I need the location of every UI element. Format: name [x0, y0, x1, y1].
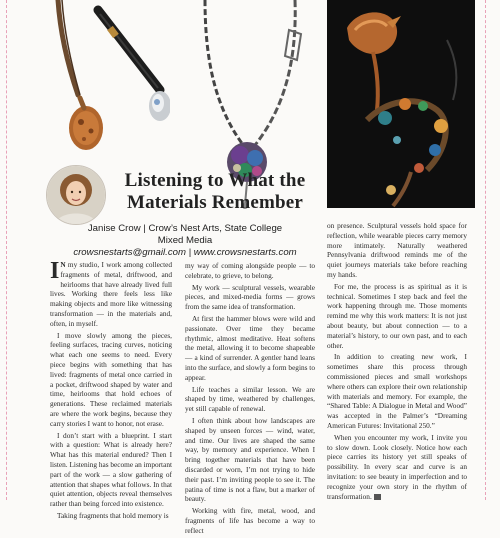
article-column-3: [327, 221, 467, 503]
paragraph: [50, 260, 172, 329]
paragraph: Life teaches a similar lesson. We are shaped by time, weathered by challenges, yet still capable of renewal.: [185, 384, 315, 414]
paragraph: My work — sculptural vessels, wearable pieces, and mixed-media forms — grows from the same idea of transformation.: [185, 282, 315, 312]
paragraph: I often think about how landscapes are shaped by unseen forces — wind, water, and time. Our lives are shaped the same way, by memory and experience. When I bring together materials that have been discarded or worn, I’m not trying to hide their past. I’m inviting people to see it. The patina of time is not a flaw, but a marker of beauty.: [185, 415, 315, 504]
paragraph-text: my studio, I work among collected fragments of metal, driftwood, and heirlooms that have already lived full lives. Working there feels less like making objects and more like witnessing transformation — in the materials and, often, in myself.: [50, 260, 172, 328]
contact-links: crowsnestarts@gmail.com | www.crowsnestarts.com: [73, 247, 297, 258]
end-mark-icon: [374, 494, 381, 500]
bird-sculpture-photo: [327, 0, 475, 208]
lead-letter: N: [60, 260, 66, 269]
paragraph: I don’t start with a blueprint. I start with a question: What is already here? What has this material endured? Then I listen. Listening has become an important part of the work — a slow gathering of attention that shapes what follows. In that quiet attention, objects reveal themselves rather than being forced into existence.: [50, 430, 172, 509]
article-title: Listening to What the Materials Remember: [124, 170, 306, 213]
paragraph: For me, the process is as spiritual as it is technical. Sometimes I step back and feel the work happening through me. Those moments remind me why this work matters: It is not just about beauty, but about connection — to a material’s history, to our own past, and to each other.: [327, 281, 467, 350]
paragraph: my way of coming alongside people — to celebrate, to grieve, to belong.: [185, 261, 315, 280]
page-edge-right: [485, 0, 486, 500]
author-portrait: [46, 165, 106, 225]
drop-cap: I: [50, 258, 60, 284]
page-edge-left: [6, 0, 7, 500]
medium-label: Mixed Media: [157, 235, 213, 246]
paragraph-text: When you encounter my work, I invite you to slow down. Look closely. Notice how each piece carries its history yet still speaks of possibility. In every scar and curve is an invitation: to see beauty in imperfection and to recognize your own story in the rhythm of transformation.: [327, 432, 467, 501]
paragraph: Working with fire, metal, wood, and fragments of life has become a way to reflect: [185, 506, 315, 535]
author-byline: Janise Crow | Crow’s Nest Arts, State College: [87, 223, 283, 234]
article-column-2: [185, 261, 315, 538]
paragraph: At first the hammer blows were wild and passionate. Over time they became rhythmic, almost meditative. Heat softens the metal, allowing it to become shapeable — a kind of surrender. A gentler hand leans into the surface, and slowly a form begins to appear.: [185, 313, 315, 382]
paragraph: Taking fragments that hold memory is: [57, 510, 169, 520]
paragraph: In addition to creating new work, I sometimes share this process through commissioned pieces and small workshops where others can explore their own relationship with materials and memory. For example, the “Shared Table: A Dialogue in Metal and Wood” was accepted in the Palmer’s “Dreaming American Futures: Invitational 250.”: [327, 352, 467, 430]
article-column-1: [50, 260, 172, 523]
paragraph: [327, 433, 467, 502]
paragraph: I move slowly among the pieces, feeling surfaces, tracing curves, noticing what each one seems to need. Every piece begins with something that has lived: fragments of metal once carried in a pocket, driftwood shaped by water and time, heirlooms that hold echoes of generations. These reclaimed materials are where the work begins, because they carry stories I want to honor, not erase.: [50, 330, 172, 428]
spoon-pendant-photo: [40, 0, 170, 158]
paragraph: on presence. Sculptural vessels hold space for reflection, while wearable pieces carry memory more intimately. Naturally weathered Pennsylvania driftwood reminds me of the quiet journeys materials take before reaching my hands.: [327, 221, 467, 279]
